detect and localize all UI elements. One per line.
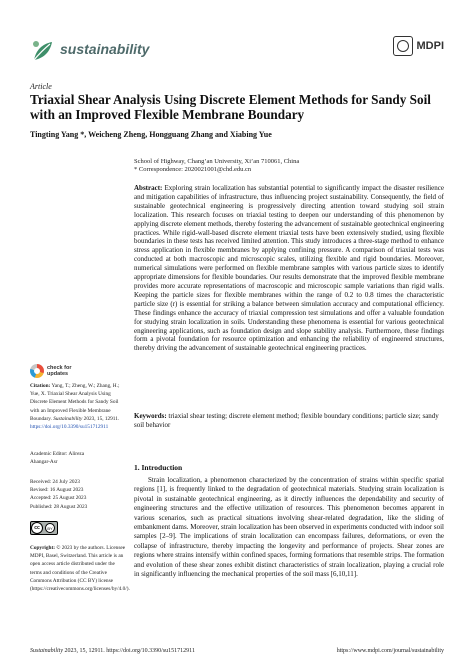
- citation-doi-link[interactable]: https://doi.org/10.3390/su151712911: [30, 424, 109, 431]
- footer-doi[interactable]: 2023, 15, 12911. https://doi.org/10.3390/su151712911: [64, 648, 195, 654]
- publisher-logo[interactable]: [393, 36, 445, 56]
- article-title: Triaxial Shear Analysis Using Discrete Element Methods for Sandy Soil with an Improved Flexible Membrane Boundary: [30, 92, 431, 122]
- article-type: Article: [30, 82, 52, 91]
- check-for-updates-button[interactable]: [30, 364, 71, 378]
- date-published: Published: 28 August 2023: [30, 503, 88, 510]
- check-updates-line2: updates: [47, 371, 69, 377]
- keywords-text: triaxial shear testing; discrete element method; flexible boundary conditions; particle size; sandy soil behavior: [134, 412, 439, 429]
- footer-journal-url[interactable]: https://www.mdpi.com/journal/sustainability: [336, 648, 444, 654]
- affiliation: School of Highway, Chang’an University, Xi’an 710061, China: [134, 158, 300, 165]
- abstract-label: Abstract:: [134, 184, 163, 192]
- citation-text: Yang, T.; Zheng, W.; Zhang, H.; Yue, X. Triaxial Shear Analysis Using Discrete Element Methods for Sandy Soil with an Improved Flexible Membrane Boundary.: [30, 383, 120, 422]
- check-for-updates-icon: [30, 364, 44, 378]
- section-heading: 1. Introduction: [134, 463, 183, 472]
- check-updates-line1: check for: [47, 365, 72, 371]
- citation-journal: Sustainability: [53, 415, 83, 422]
- date-received: Received: 24 July 2023: [30, 479, 80, 485]
- copyright-block: [30, 544, 130, 593]
- correspondence[interactable]: * Correspondence: 2020021001@chd.edu.cn: [134, 166, 252, 173]
- cc-badge: [30, 521, 58, 535]
- publication-dates: [30, 478, 126, 511]
- citation-label: Citation:: [30, 383, 51, 389]
- by-icon: BY: [45, 523, 55, 533]
- keywords-label: Keywords:: [134, 412, 167, 420]
- academic-editor: [30, 450, 126, 466]
- journal-name[interactable]: sustainability: [60, 41, 150, 57]
- sustainability-logo-icon: [30, 38, 56, 64]
- keywords: [134, 412, 444, 430]
- editor-name: Ahangar-Asr: [30, 459, 58, 466]
- footer-citation: [30, 648, 195, 654]
- journal-header: [30, 36, 444, 76]
- publisher-name: MDPI: [416, 40, 444, 52]
- mdpi-logo-icon: [393, 36, 413, 56]
- abstract: [134, 184, 444, 353]
- editor-label: Academic Editor: Alireza: [30, 451, 85, 457]
- copyright-text: © 2023 by the authors. Licensee MDPI, Basel, Switzerland. This article is an open access article distributed under the terms and conditions of the Creative Commons Attribution (CC BY) license (https://creativecommons.org/licenses/by/4.0/).: [30, 545, 130, 593]
- footer-journal: Sustainability: [30, 648, 63, 654]
- author-list: Tingting Yang *, Weicheng Zheng, Hongguang Zhang and Xiabing Yue: [30, 130, 272, 139]
- copyright-label: Copyright:: [30, 545, 56, 551]
- cc-by-license-badge[interactable]: [30, 521, 58, 535]
- cc-icon: cc: [31, 522, 43, 534]
- affiliation-block: [134, 158, 299, 174]
- date-revised: Revised: 16 August 2023: [30, 487, 84, 494]
- introduction-paragraph: Strain localization, a phenomenon characterized by the concentration of strains within specific spatial regions [1], is frequently linked to the degradation of geotechnical materials. Studying strain localization is pivotal in sustainable geotechnical engineering, as it directly influences the dependability and security of engineering structures and the effective utilization of resources. This phenomenon becomes apparent in various scenarios, such as practical situations involving shear-related degradation, like the sliding of embankment dams. Moreover, strain localization has been observed in experiments conducted with indoor soil samples [2–9]. The implications of strain localization can encompass failures, deformations, or even the collapse of infrastructure, thereby impacting the longevity and performance of projects. Shear zones are regions where strains intensify within confined spaces, forming formations that resemble strips. The formation and evolution of these shear zones exhibit distinct characteristics of strain localization, playing a crucial role in significantly influencing the mechanical properties of the soil mass [6,10,11].: [134, 476, 444, 579]
- page-footer: [30, 648, 444, 654]
- date-accepted: Accepted: 25 August 2023: [30, 495, 87, 502]
- abstract-text: Exploring strain localization has substantial potential to significantly impact the disaster resilience and mitigation capabilities of infrastructure, thus influencing project sustainability. Consequently, the field of sustainable geotechnical engineering is progressively directing attention toward studying soil strain localization. This research focuses on triaxial testing to deepen our understanding of this phenomenon by applying discrete element methods, thereby fostering the advancement of sustainable geotechnical engineering practices. While rigid-wall-based discrete element triaxial tests have been extensively studied, using flexible boundaries in these tests has received limited attention. This study introduces a three-stage method to enhance stress application in flexible membranes by applying confining pressure. A comparison of triaxial tests was conducted at both macroscopic and microscopic scales, utilizing flexible and rigid boundaries. Moreover, numerical simulations were performed on flexible membrane samples with various particle sizes to identify appropriate dimensions for flexible boundaries. Our results demonstrate that the improved flexible membrane provides more accurate representations of macroscopic and microscopic sample variations than rigid walls. Keeping the particle sizes for flexible membranes within the range of 0.2 to 0.8 times the characteristic particle size (r) is essential for striking a balance between simulation accuracy and computational efficiency. These findings enhance the accuracy of triaxial compression test simulations and offer a valuable foundation for studying strain localization in soils. Understanding these phenomena is essential for various geotechnical engineering applications, such as foundation design and slope stability analysis. Furthermore, these findings form a pivotal foundation for resource optimization and enhancing the reliability of engineered structures, thereby driving the advancement of sustainable geotechnical engineering practices.: [134, 184, 444, 353]
- citation-block: [30, 382, 126, 431]
- citation-volume: 2023, 15, 12911.: [83, 415, 120, 422]
